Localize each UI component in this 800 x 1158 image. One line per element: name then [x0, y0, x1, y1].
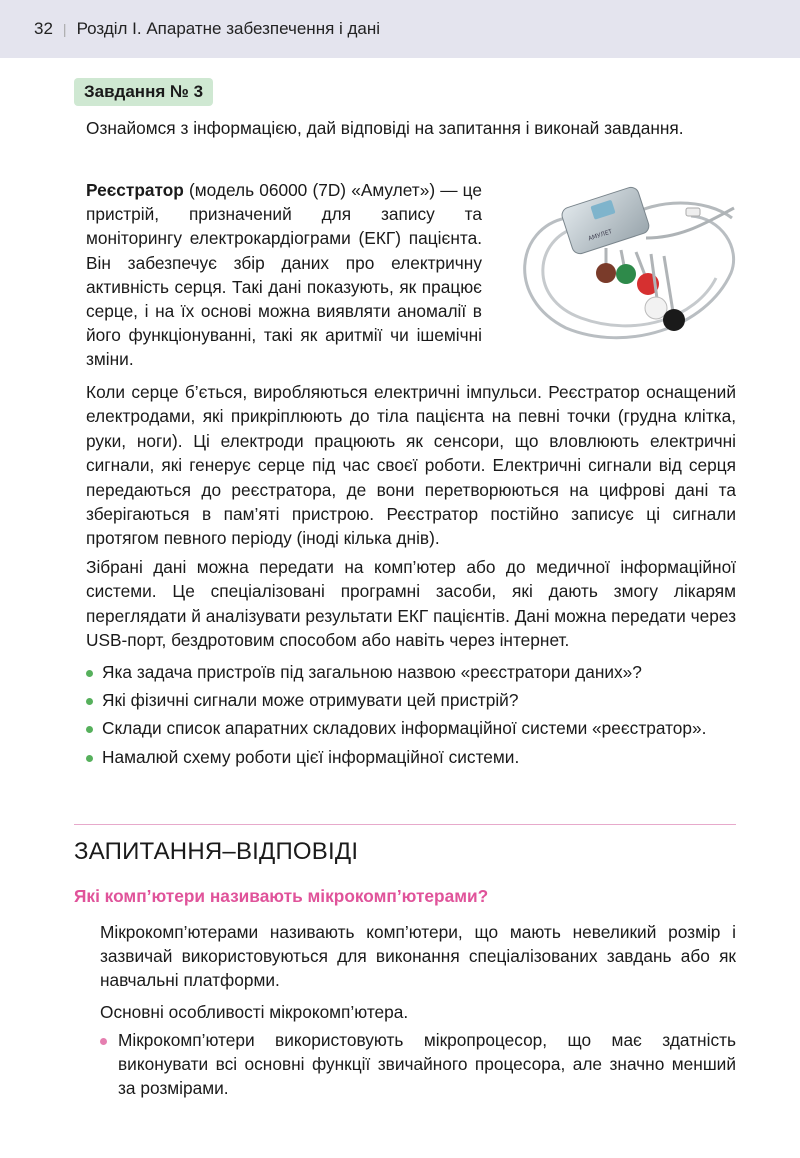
device-description: (модель 06000 (7D) «Амулет») — це пристрій, призначений для запису та моніторингу електрокардіограми (ЕКГ) пацієнта. Він забезпечує збір даних про електричну активність серця. Такі дані показують, як працює серце, і на їх основі можна виявляти аномалії в його функціонуванні, такі як аритмії чи ішемічні зміни.: [86, 180, 482, 370]
bullet-dot-icon: [100, 1038, 107, 1045]
list-item: Склади список апаратних складових інформаційної системи «реєстратор».: [86, 716, 736, 740]
ecg-recorder-image: [506, 178, 742, 356]
list-item: Яка задача пристроїв під загальною назвою «реєстратори даних»?: [86, 660, 736, 684]
qa-question: Які комп’ютери називають мікрокомп’ютерами?: [74, 886, 489, 906]
task-questions-list: [86, 660, 736, 773]
device-paragraph: [86, 178, 482, 372]
bullet-dot-icon: [86, 726, 93, 733]
paragraph-heart-signals: Коли серце б’ється, виробляються електричні імпульси. Реєстратор оснащений електродами, які прикріплюють до тіла пацієнта на певні точки (грудна клітка, руки, ноги). Ці електроди працюють як сенсори, що вловлюють електричні сигнали, які генерує серце під час своєї роботи. Електричні сигнали від серця передаються до реєстратора, де вони перетворюються на цифрові дані та зберігаються в пам’яті пристрою. Реєстратор постійно записує ці сигнали протягом певного періоду (іноді кілька днів).: [86, 382, 736, 549]
page-header: [0, 0, 800, 58]
chapter-title: Розділ І. Апаратне забезпечення і дані: [76, 19, 381, 38]
bullet-dot-icon: [86, 755, 93, 762]
features-list: [100, 1028, 736, 1101]
section-divider: [74, 824, 736, 825]
bullet-dot-icon: [86, 670, 93, 677]
task-badge: Завдання № 3: [74, 78, 213, 106]
qa-answer: Мікрокомп’ютерами називають комп’ютери, що мають невеликий розмір і зазвичай використовуються для виконання спеціалізованих завдань або як навчальні платформи.: [100, 922, 736, 991]
header-separator: |: [62, 21, 67, 37]
list-item: Мікрокомп’ютери використовують мікропроцесор, що має здатність виконувати всі основні функції звичайного процесора, але значно менший за розмірами.: [100, 1028, 736, 1101]
list-item: Які фізичні сигнали може отримувати цей пристрій?: [86, 688, 736, 712]
paragraph-data-transfer: Зібрані дані можна передати на комп’ютер або до медичної інформаційної системи. Це спеціалізовані програмні засоби, які дають змогу лікарям переглядати й аналізувати результати ЕКГ пацієнтів. Дані можна передати через USB-порт, бездротовим способом або навіть через інтернет.: [86, 557, 736, 651]
ecg-recorder-icon: [506, 178, 742, 356]
svg-text:АМУЛЕТ: АМУЛЕТ: [587, 228, 614, 243]
section-title: ЗАПИТАННЯ–ВІДПОВІДІ: [74, 838, 359, 865]
page-number: 32: [34, 19, 53, 38]
list-item: Намалюй схему роботи цієї інформаційної системи.: [86, 745, 736, 769]
bullet-dot-icon: [86, 698, 93, 705]
features-intro: Основні особливості мікрокомп’ютера.: [100, 1002, 409, 1022]
device-term: Реєстратор: [86, 180, 184, 200]
task-intro: Ознайомся з інформацією, дай відповіді на запитання і виконай завдання.: [86, 118, 684, 138]
